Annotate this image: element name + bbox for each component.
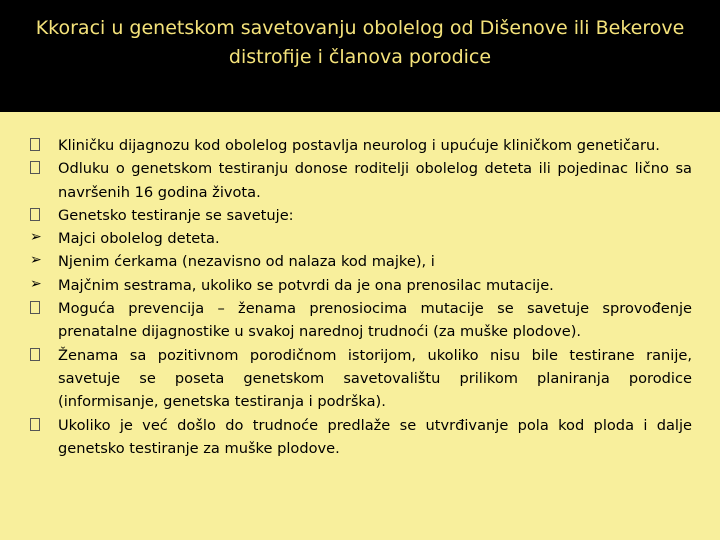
list-item: [30, 274, 692, 297]
list-item-text: Kliničku dijagnozu kod obolelog postavlja neurolog i upućuje kliničkom genetičaru.: [58, 137, 660, 154]
list-item: [30, 414, 692, 461]
list-item-text: Odluku o genetskom testiranju donose roditelji obolelog deteta ili pojedinac lično sa navršenih 16 godina života.: [58, 160, 692, 201]
list-item: [30, 157, 692, 204]
list-item-text: Ženama sa pozitivnom porodičnom istorijom, ukoliko nisu bile testirane ranije, savetuje se poseta genetskom savetovalištu prilikom planiranja porodice (informisanje, genetska testiranja i podrška).: [58, 346, 692, 411]
list-item: [30, 204, 692, 227]
list-item-text: Njenim ćerkama (nezavisno od nalaza kod majke), i: [58, 253, 435, 271]
list-item: [30, 250, 692, 273]
square-bullet-icon: [30, 208, 40, 221]
arrow-bullet-icon: ➢: [30, 229, 42, 246]
list-item-text: Genetsko testiranje se savetuje:: [58, 206, 294, 224]
square-bullet-icon: [30, 348, 40, 361]
list-item: [30, 134, 692, 157]
arrow-bullet-icon: ➢: [30, 252, 42, 269]
list-item: [30, 297, 692, 344]
list-item: [30, 344, 692, 414]
list-item-text: Majci obolelog deteta.: [58, 230, 220, 248]
square-bullet-icon: [30, 138, 40, 151]
slide-title: Kkoraci u genetskom savetovanju obolelog od Dišenove ili Bekerove distrofije i članova porodice: [35, 17, 685, 68]
square-bullet-icon: [30, 418, 40, 431]
arrow-bullet-icon: ➢: [30, 275, 42, 292]
list-item-text: Majčnim sestrama, ukoliko se potvrdi da je ona prenosilac mutacije.: [58, 276, 554, 294]
list-item-text: Moguća prevencija – ženama prenosiocima mutacije se savetuje sprovođenje prenatalne dijagnostike u svakoj narednoj trudnoći (za muške plodove).: [58, 300, 692, 341]
list-item-text: Ukoliko je već došlo do trudnoće predlaže se utvrđivanje pola kod ploda i dalje genetsko testiranje za muške plodove.: [58, 416, 692, 457]
square-bullet-icon: [30, 301, 40, 314]
title-bar: [0, 0, 720, 112]
bullet-list: [30, 134, 692, 460]
list-item: [30, 227, 692, 250]
square-bullet-icon: [30, 161, 40, 174]
